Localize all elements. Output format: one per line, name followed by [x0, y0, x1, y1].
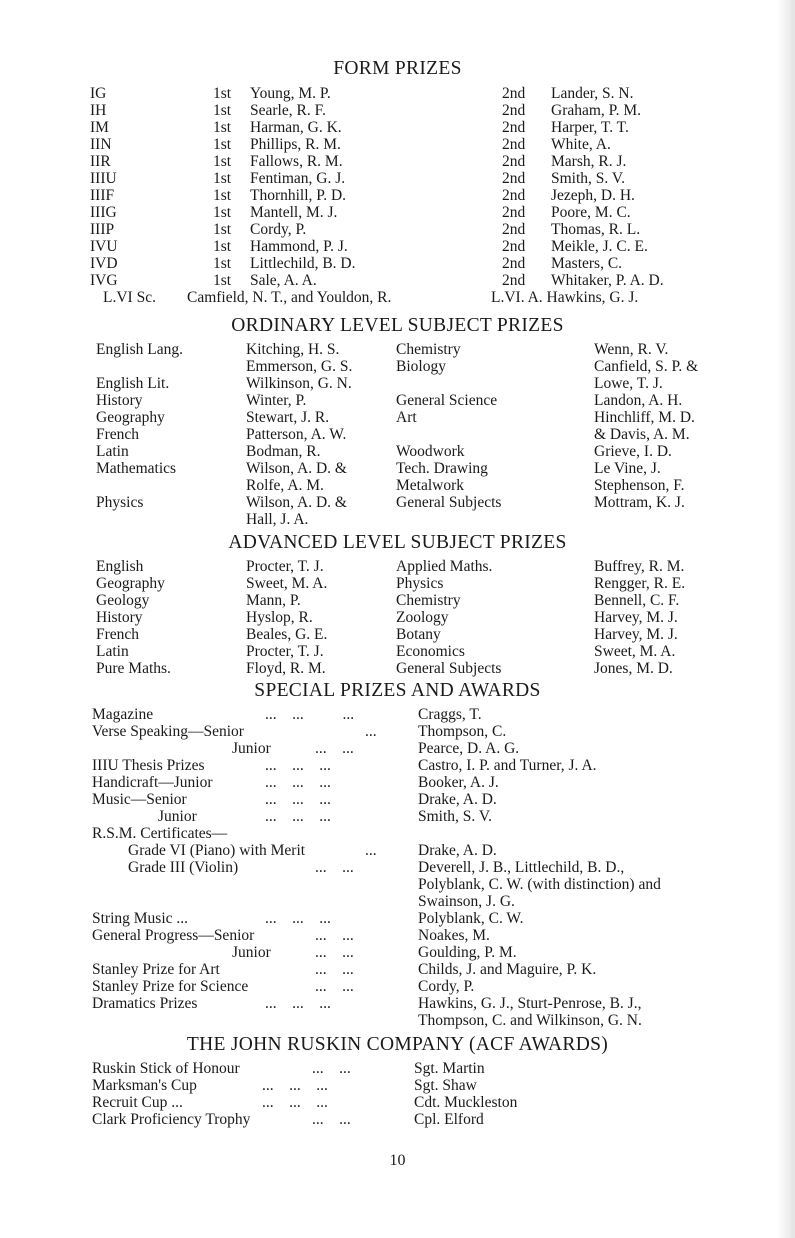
heading-advanced-level: ADVANCED LEVEL SUBJECT PRIZES: [228, 532, 567, 553]
form-name: IIN: [90, 136, 112, 153]
special-prize-recipient: Drake, A. D.: [418, 791, 497, 808]
special-prize-recipient: Pearce, D. A. G.: [418, 740, 520, 757]
first-place-label: 1st: [213, 170, 232, 187]
advanced-subject-row: [0, 660, 795, 677]
special-prize-row: [0, 944, 795, 961]
second-place-name: Whitaker, P. A. D.: [551, 272, 664, 289]
first-place-label: 1st: [213, 119, 232, 136]
form-prize-row: [0, 238, 795, 255]
first-place-label: 1st: [213, 204, 232, 221]
ordinary-subject-winner: Stewart, J. R.: [246, 409, 330, 426]
first-place-label: 1st: [213, 153, 232, 170]
ordinary-subject-winner: Le Vine, J.: [594, 460, 661, 477]
special-prize-leader-dots: ... ... ...: [265, 757, 331, 774]
ordinary-subject-winner: Stephenson, F.: [594, 477, 685, 494]
advanced-subject-winner: Rengger, R. E.: [594, 575, 686, 592]
advanced-subject-subject: Latin: [96, 643, 129, 660]
second-place-label: 2nd: [502, 272, 526, 289]
special-prize-leader-dots: ...: [365, 723, 377, 740]
form-prize-row: [0, 119, 795, 136]
advanced-subject-row: [0, 575, 795, 592]
special-prize-label: Handicraft—Junior: [92, 774, 213, 791]
ruskin-award-label: Marksman's Cup: [92, 1077, 197, 1094]
advanced-subject-subject: Pure Maths.: [96, 660, 171, 677]
ordinary-subject-subject: General Science: [396, 392, 498, 409]
form-name: IM: [90, 119, 109, 136]
special-prize-row: [0, 876, 795, 893]
special-prize-leader-dots: ... ...: [315, 944, 354, 961]
special-prize-label: String Music ...: [92, 910, 189, 927]
ruskin-award-recipient: Sgt. Martin: [414, 1060, 485, 1077]
ordinary-subject-subject: French: [96, 426, 140, 443]
heading-ruskin-company: THE JOHN RUSKIN COMPANY (ACF AWARDS): [186, 1034, 609, 1055]
ordinary-subject-subject: Woodwork: [396, 443, 465, 460]
first-place-name: Harman, G. K.: [250, 119, 342, 136]
special-prize-recipient: Thompson, C.: [418, 723, 507, 740]
ordinary-subject-subject: Art: [396, 409, 417, 426]
advanced-subject-row: [0, 592, 795, 609]
ordinary-subject-winner: Wilson, A. D. &: [246, 460, 347, 477]
ruskin-award-label: Recruit Cup ...: [92, 1094, 183, 1111]
advanced-subject-winner: Jones, M. D.: [594, 660, 673, 677]
ordinary-subject-winner: Winter, P.: [246, 392, 307, 409]
advanced-subject-subject: English: [96, 558, 144, 575]
ordinary-subject-subject: Latin: [96, 443, 129, 460]
second-place-label: 2nd: [502, 136, 526, 153]
special-prize-row: [0, 978, 795, 995]
ordinary-subject-subject: Mathematics: [96, 460, 177, 477]
special-prize-label: Verse Speaking—Senior: [92, 723, 244, 740]
ordinary-subject-row: [0, 494, 795, 511]
ordinary-subject-winner: Hinchliff, M. D.: [594, 409, 695, 426]
advanced-subject-winner: Bennell, C. F.: [594, 592, 680, 609]
ordinary-subject-row: [0, 358, 795, 375]
advanced-subject-row: [0, 626, 795, 643]
ordinary-subject-winner: Landon, A. H.: [594, 392, 683, 409]
first-place-name: Fallows, R. M.: [250, 153, 343, 170]
lvi-prize-row: [0, 289, 795, 306]
advanced-subject-winner: Beales, G. E.: [246, 626, 328, 643]
second-place-label: 2nd: [502, 102, 526, 119]
advanced-subject-winner: Harvey, M. J.: [594, 609, 678, 626]
special-prize-recipient: Noakes, M.: [418, 927, 490, 944]
special-prize-leader-dots: ... ...: [315, 978, 354, 995]
advanced-subject-subject: Physics: [396, 575, 444, 592]
advanced-subject-row: [0, 558, 795, 575]
ruskin-award-row: [0, 1077, 795, 1094]
special-prize-leader-dots: ... ...: [315, 740, 354, 757]
first-place-name: Searle, R. F.: [250, 102, 326, 119]
ruskin-award-leader-dots: ... ... ...: [262, 1094, 328, 1111]
second-place-name: Harper, T. T.: [551, 119, 629, 136]
first-place-name: Cordy, P.: [250, 221, 307, 238]
special-prize-label: IIIU Thesis Prizes: [92, 757, 205, 774]
ruskin-award-leader-dots: ... ...: [312, 1060, 351, 1077]
form-prize-row: [0, 221, 795, 238]
special-prize-leader-dots: ... ... ...: [265, 910, 331, 927]
ordinary-subject-winner: Emmerson, G. S.: [246, 358, 353, 375]
first-place-label: 1st: [213, 255, 232, 272]
ordinary-subject-subject: Chemistry: [396, 341, 461, 358]
special-prize-recipient: Cordy, P.: [418, 978, 475, 995]
ordinary-subject-winner: Lowe, T. J.: [594, 375, 663, 392]
ordinary-subject-winner: Canfield, S. P. &: [594, 358, 699, 375]
advanced-subject-winner: Buffrey, R. M.: [594, 558, 685, 575]
ordinary-subject-subject: General Subjects: [396, 494, 502, 511]
ordinary-subject-row: [0, 375, 795, 392]
form-prize-row: [0, 187, 795, 204]
special-prize-label: Music—Senior: [92, 791, 187, 808]
first-place-name: Littlechild, B. D.: [250, 255, 356, 272]
ordinary-subject-winner: Hall, J. A.: [246, 511, 309, 528]
first-place-label: 1st: [213, 102, 232, 119]
ordinary-subject-subject: English Lit.: [96, 375, 170, 392]
special-prize-recipient: Craggs, T.: [418, 706, 482, 723]
second-place-label: 2nd: [502, 255, 526, 272]
heading-form-prizes: FORM PRIZES: [333, 58, 462, 79]
form-name: IIR: [90, 153, 111, 170]
special-prize-leader-dots: ... ... ...: [265, 995, 331, 1012]
page-number: 10: [389, 1152, 406, 1169]
special-prize-leader-dots: ... ...: [315, 859, 354, 876]
first-place-name: Thornhill, P. D.: [250, 187, 347, 204]
form-prize-row: [0, 204, 795, 221]
special-prize-row: [0, 1012, 795, 1029]
special-prize-row: [0, 706, 795, 723]
form-prize-row: [0, 85, 795, 102]
special-prize-recipient: Polyblank, C. W. (with distinction) and: [418, 876, 661, 893]
second-place-label: 2nd: [502, 187, 526, 204]
advanced-subject-subject: General Subjects: [396, 660, 502, 677]
ordinary-subject-winner: & Davis, A. M.: [594, 426, 690, 443]
form-name: IVU: [90, 238, 118, 255]
special-prize-row: [0, 808, 795, 825]
first-place-name: Sale, A. A.: [250, 272, 317, 289]
ordinary-subject-row: [0, 341, 795, 358]
ordinary-subject-subject: Metalwork: [396, 477, 465, 494]
special-prize-recipient: Smith, S. V.: [418, 808, 492, 825]
special-prize-label: Stanley Prize for Science: [92, 978, 249, 995]
special-prizes-list: [0, 706, 795, 1029]
advanced-subject-winner: Sweet, M. A.: [246, 575, 328, 592]
ruskin-award-row: [0, 1094, 795, 1111]
ruskin-award-row: [0, 1060, 795, 1077]
advanced-subject-winner: Mann, P.: [246, 592, 301, 609]
form-prize-row: [0, 153, 795, 170]
ordinary-subject-row: [0, 460, 795, 477]
ruskin-award-row: [0, 1111, 795, 1128]
form-name: IG: [90, 85, 107, 102]
first-place-label: 1st: [213, 187, 232, 204]
first-place-name: Mantell, M. J.: [250, 204, 338, 221]
heading-special-prizes: SPECIAL PRIZES AND AWARDS: [254, 680, 541, 701]
advanced-subject-winner: Sweet, M. A.: [594, 643, 676, 660]
special-prize-recipient: Deverell, J. B., Littlechild, B. D.,: [418, 859, 625, 876]
ruskin-awards-list: [0, 1060, 795, 1128]
second-place-name: Poore, M. C.: [551, 204, 631, 221]
special-prize-row: [0, 859, 795, 876]
ordinary-subject-subject: English Lang.: [96, 341, 183, 358]
special-prize-recipient: Swainson, J. G.: [418, 893, 515, 910]
ruskin-award-leader-dots: ... ...: [312, 1111, 351, 1128]
special-prize-recipient: Thompson, C. and Wilkinson, G. N.: [418, 1012, 642, 1029]
advanced-subject-subject: French: [96, 626, 140, 643]
special-prize-row: [0, 842, 795, 859]
advanced-subject-winner: Harvey, M. J.: [594, 626, 678, 643]
heading-ordinary-level: ORDINARY LEVEL SUBJECT PRIZES: [231, 315, 564, 336]
ordinary-subject-winner: Wilkinson, G. N.: [246, 375, 352, 392]
second-place-label: 2nd: [502, 153, 526, 170]
special-prize-label: Grade VI (Piano) with Merit: [128, 842, 306, 859]
form-prize-row: [0, 102, 795, 119]
second-place-name: White, A.: [551, 136, 611, 153]
special-prize-leader-dots: ... ... ...: [265, 808, 331, 825]
ordinary-subject-row: [0, 443, 795, 460]
advanced-subject-winner: Procter, T. J.: [246, 643, 324, 660]
advanced-subject-subject: Chemistry: [396, 592, 461, 609]
ruskin-award-label: Clark Proficiency Trophy: [92, 1111, 251, 1128]
second-place-label: 2nd: [502, 85, 526, 102]
special-prize-row: [0, 927, 795, 944]
special-prize-row: [0, 961, 795, 978]
special-prize-leader-dots: ... ... ...: [265, 706, 355, 723]
ordinary-subject-row: [0, 477, 795, 494]
ordinary-subject-row: [0, 426, 795, 443]
special-prize-label: Junior: [232, 740, 271, 757]
advanced-subject-winner: Hyslop, R.: [246, 609, 313, 626]
special-prize-row: [0, 893, 795, 910]
ordinary-subject-subject: Geography: [96, 409, 165, 426]
special-prize-label: General Progress—Senior: [92, 927, 255, 944]
special-prize-leader-dots: ... ...: [315, 927, 354, 944]
ordinary-subject-row: [0, 511, 795, 528]
ordinary-subject-winner: Rolfe, A. M.: [246, 477, 324, 494]
advanced-subject-row: [0, 609, 795, 626]
advanced-subject-row: [0, 643, 795, 660]
second-place-name: Masters, C.: [551, 255, 623, 272]
second-place-name: Meikle, J. C. E.: [551, 238, 648, 255]
ordinary-subject-row: [0, 409, 795, 426]
ruskin-award-recipient: Sgt. Shaw: [414, 1077, 477, 1094]
advanced-subject-subject: Zoology: [396, 609, 449, 626]
form-name: IH: [90, 102, 107, 119]
first-place-label: 1st: [213, 136, 232, 153]
special-prize-row: [0, 791, 795, 808]
second-place-label: 2nd: [502, 204, 526, 221]
ruskin-award-recipient: Cpl. Elford: [414, 1111, 484, 1128]
special-prize-label: Dramatics Prizes: [92, 995, 198, 1012]
special-prize-row: [0, 740, 795, 757]
advanced-subject-subject: Economics: [396, 643, 465, 660]
advanced-subject-subject: Applied Maths.: [396, 558, 493, 575]
advanced-subject-subject: History: [96, 609, 143, 626]
ordinary-subject-subject: Biology: [396, 358, 446, 375]
second-place-name: Jezeph, D. H.: [551, 187, 635, 204]
lvi-science-form: L.VI Sc.: [103, 289, 156, 306]
special-prize-label: Magazine: [92, 706, 154, 723]
second-place-name: Lander, S. N.: [551, 85, 634, 102]
special-prize-recipient: Drake, A. D.: [418, 842, 497, 859]
special-prize-recipient: Hawkins, G. J., Sturt-Penrose, B. J.,: [418, 995, 642, 1012]
form-prize-row: [0, 170, 795, 187]
ruskin-award-leader-dots: ... ... ...: [262, 1077, 328, 1094]
form-name: IIIF: [90, 187, 115, 204]
form-name: IIIP: [90, 221, 115, 238]
advanced-subject-winner: Floyd, R. M.: [246, 660, 326, 677]
ordinary-subject-winner: Kitching, H. S.: [246, 341, 340, 358]
special-prize-label: R.S.M. Certificates—: [92, 825, 228, 842]
ordinary-subject-winner: Wilson, A. D. &: [246, 494, 347, 511]
first-place-label: 1st: [213, 221, 232, 238]
special-prize-recipient: Booker, A. J.: [418, 774, 499, 791]
ordinary-subject-subject: History: [96, 392, 143, 409]
first-place-label: 1st: [213, 85, 232, 102]
ordinary-subject-winner: Grieve, I. D.: [594, 443, 672, 460]
form-prize-row: [0, 136, 795, 153]
ordinary-subject-subject: Tech. Drawing: [396, 460, 488, 477]
form-prizes-list: [0, 85, 795, 306]
lvi-arts-prize: L.VI. A. Hawkins, G. J.: [491, 289, 639, 306]
special-prize-row: [0, 995, 795, 1012]
form-name: IIIG: [90, 204, 117, 221]
form-prize-row: [0, 272, 795, 289]
second-place-label: 2nd: [502, 170, 526, 187]
second-place-name: Graham, P. M.: [551, 102, 641, 119]
first-place-name: Young, M. P.: [250, 85, 331, 102]
advanced-subject-winner: Procter, T. J.: [246, 558, 324, 575]
special-prize-label: Junior: [158, 808, 197, 825]
first-place-name: Fentiman, G. J.: [250, 170, 346, 187]
special-prize-leader-dots: ...: [365, 842, 377, 859]
special-prize-label: Grade III (Violin): [128, 859, 239, 876]
form-name: IVG: [90, 272, 118, 289]
second-place-name: Smith, S. V.: [551, 170, 625, 187]
ordinary-prizes-list: [0, 341, 795, 528]
special-prize-row: [0, 774, 795, 791]
ordinary-subject-winner: Mottram, K. J.: [594, 494, 685, 511]
special-prize-recipient: Goulding, P. M.: [418, 944, 517, 961]
special-prize-leader-dots: ... ... ...: [265, 791, 331, 808]
special-prize-label: Junior: [232, 944, 271, 961]
special-prize-row: [0, 825, 795, 842]
form-name: IVD: [90, 255, 118, 272]
second-place-label: 2nd: [502, 238, 526, 255]
ordinary-subject-winner: Patterson, A. W.: [246, 426, 347, 443]
ordinary-subject-subject: Physics: [96, 494, 144, 511]
second-place-label: 2nd: [502, 221, 526, 238]
advanced-subject-subject: Geology: [96, 592, 150, 609]
second-place-label: 2nd: [502, 119, 526, 136]
special-prize-label: Stanley Prize for Art: [92, 961, 220, 978]
special-prize-leader-dots: ... ... ...: [265, 774, 331, 791]
advanced-prizes-list: [0, 558, 795, 677]
ruskin-award-label: Ruskin Stick of Honour: [92, 1060, 240, 1077]
special-prize-row: [0, 757, 795, 774]
lvi-science-names: Camfield, N. T., and Youldon, R.: [187, 289, 392, 306]
first-place-label: 1st: [213, 272, 232, 289]
special-prize-recipient: Polyblank, C. W.: [418, 910, 524, 927]
ordinary-subject-winner: Bodman, R.: [246, 443, 321, 460]
form-prize-row: [0, 255, 795, 272]
first-place-label: 1st: [213, 238, 232, 255]
first-place-name: Hammond, P. J.: [250, 238, 348, 255]
form-name: IIIU: [90, 170, 117, 187]
second-place-name: Marsh, R. J.: [551, 153, 627, 170]
ordinary-subject-winner: Wenn, R. V.: [594, 341, 669, 358]
advanced-subject-subject: Geography: [96, 575, 165, 592]
ruskin-award-recipient: Cdt. Muckleston: [414, 1094, 518, 1111]
special-prize-recipient: Castro, I. P. and Turner, J. A.: [418, 757, 597, 774]
special-prize-leader-dots: ... ...: [315, 961, 354, 978]
special-prize-row: [0, 723, 795, 740]
advanced-subject-subject: Botany: [396, 626, 441, 643]
special-prize-recipient: Childs, J. and Maguire, P. K.: [418, 961, 597, 978]
special-prize-row: [0, 910, 795, 927]
ordinary-subject-row: [0, 392, 795, 409]
second-place-name: Thomas, R. L.: [551, 221, 641, 238]
first-place-name: Phillips, R. M.: [250, 136, 341, 153]
